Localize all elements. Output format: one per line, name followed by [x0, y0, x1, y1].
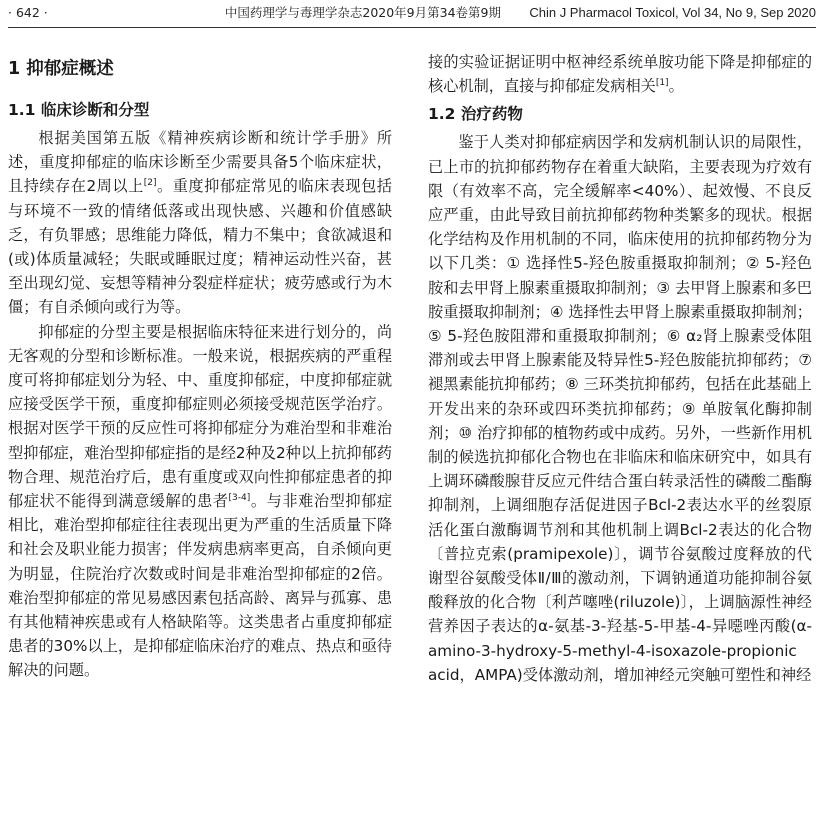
citation: [1] — [655, 78, 669, 89]
left-column — [8, 50, 392, 822]
paragraph-diagnosis — [8, 126, 392, 320]
paragraph-text: 根据美国第五版《精神疾病诊断和统计学手册》所述，重度抑郁症的临床诊断至少需要具备5个临床症状，且持续存在2周以上 — [8, 129, 392, 196]
journal-title-cn: 中国药理学与毒理学杂志2020年9月第34卷第9期 — [224, 5, 501, 20]
subsection-heading-diagnosis: 1.1 临床诊断和分型 — [8, 101, 150, 119]
header-rule — [8, 27, 816, 28]
citation: [3-4] — [228, 492, 251, 503]
journal-title-en: Chin J Pharmacol Toxicol, Vol 34, No 9, Sep 2020 — [529, 5, 816, 20]
citation: [2] — [143, 178, 157, 189]
running-header — [8, 2, 816, 24]
paragraph-text: 抑郁症的分型主要是根据临床特征来进行划分的，尚无客观的分型和诊断标准。一般来说，根据疾病的严重程度可将抑郁症划分为轻、中、重度抑郁症，中度抑郁症就应接受医学干预，重度抑郁症则必须接受规范医学治疗。根据对医学干预的反应性可将抑郁症分为难治型和非难治型抑郁症，难治型抑郁症指的是经2种及2种以上抗抑郁药物合理、规范治疗后，患有重度或双向性抑郁症患者的抑郁症状不能得到满意缓解的患者 — [8, 322, 392, 511]
paragraph-classification — [8, 320, 392, 683]
right-column — [428, 50, 812, 822]
paragraph-text: 接的实验证据证明中枢神经系统单胺功能下降是抑郁症的核心机制，直接与抑郁症发病相关 — [428, 53, 812, 96]
subsection-heading-drugs: 1.2 治疗药物 — [428, 105, 523, 124]
paragraph-drugs: 鉴于人类对抑郁症病因学和发病机制认识的局限性，已上市的抗抑郁药物存在着重大缺陷，主要表现为疗效有限（有效率不高，完全缓解率<40%）、起效慢、不良反应严重，由此导致目前抗抑郁药物种类繁多的现状。根据化学结构及作用机制的不同，临床使用的抗抑郁药物分为以下几类：① 选择性5-羟色胺重摄取抑制剂；② 5-羟色胺和去甲肾上腺素重摄取抑制剂；③ 去甲肾上腺素和多巴胺重摄取抑制剂；④ 选择性去甲肾上腺素重摄取抑制剂；⑤ 5-羟色胺阻滞和重摄取抑制剂；⑥ α₂肾上腺素受体阻滞剂或去甲肾上腺素能及特异性5-羟色胺能抗抑郁药；⑦ 褪黑素能抗抑郁药；⑧ 三环类抗抑郁药，包括在此基础上开发出来的杂环或四环类抗抑郁药；⑨ 单胺氧化酶抑制剂；⑩ 治疗抑郁的植物药或中成药。另外，一些新作用机制的候选抗抑郁化合物也在非临床和临床研究中，如具有上调环磷酸腺苷反应元件结合蛋白转录活性的磷酸二酯酶抑制剂，上调细胞存活促进因子Bcl-2表达水平的丝裂原活化蛋白激酶调节剂和其他机制上调Bcl-2表达的化合物〔普拉克索(pramipexole)〕，调节谷氨酸过度释放的代谢型谷氨酸受体Ⅱ/Ⅲ的激动剂，下调钠通道功能抑制谷氨酸释放的化合物〔利芦噻唑(riluzole)〕，上调脑源性神经营养因子表达的α-氨基-3-羟基-5-甲基-4-异噁唑丙酸(α-amino-3-hydroxy-5-methyl-4-isoxazole-propionic acid，AMPA)受体激动剂，增加神经元突触可塑性和神经 — [428, 133, 812, 684]
paragraph-text: 。重度抑郁症常见的临床表现包括与环境不一致的情绪低落或出现快感、兴趣和价值感缺乏，有负罪感；思维能力降低，精力不集中；食欲减退和(或)体质量减轻；失眠或睡眠过度；精神运动性兴奋，甚至出现幻觉、妄想等精神分裂症样症状；疲劳感或行为木僵；有自杀倾向或行为等。 — [8, 177, 392, 317]
paragraph-continued — [428, 50, 812, 98]
section-heading: 1 抑郁症概述 — [8, 59, 114, 79]
paragraph-text: 。 — [668, 77, 684, 96]
page-number: · 642 · — [8, 5, 48, 20]
paragraph-text: 。与非难治型抑郁症相比，难治型抑郁症往往表现出更为严重的生活质量下降和社会及职业能力损害；伴发病患病率更高，自杀倾向更为明显，住院治疗次数或时间是非难治型抑郁症的2倍。难治型抑郁症的常见易感因素包括高龄、离异与孤寡、患有其他精神疾患或有人格缺陷等。这类患者占重度抑郁症患者的30%以上，是抑郁症临床治疗的难点、热点和亟待解决的问题。 — [8, 492, 392, 680]
